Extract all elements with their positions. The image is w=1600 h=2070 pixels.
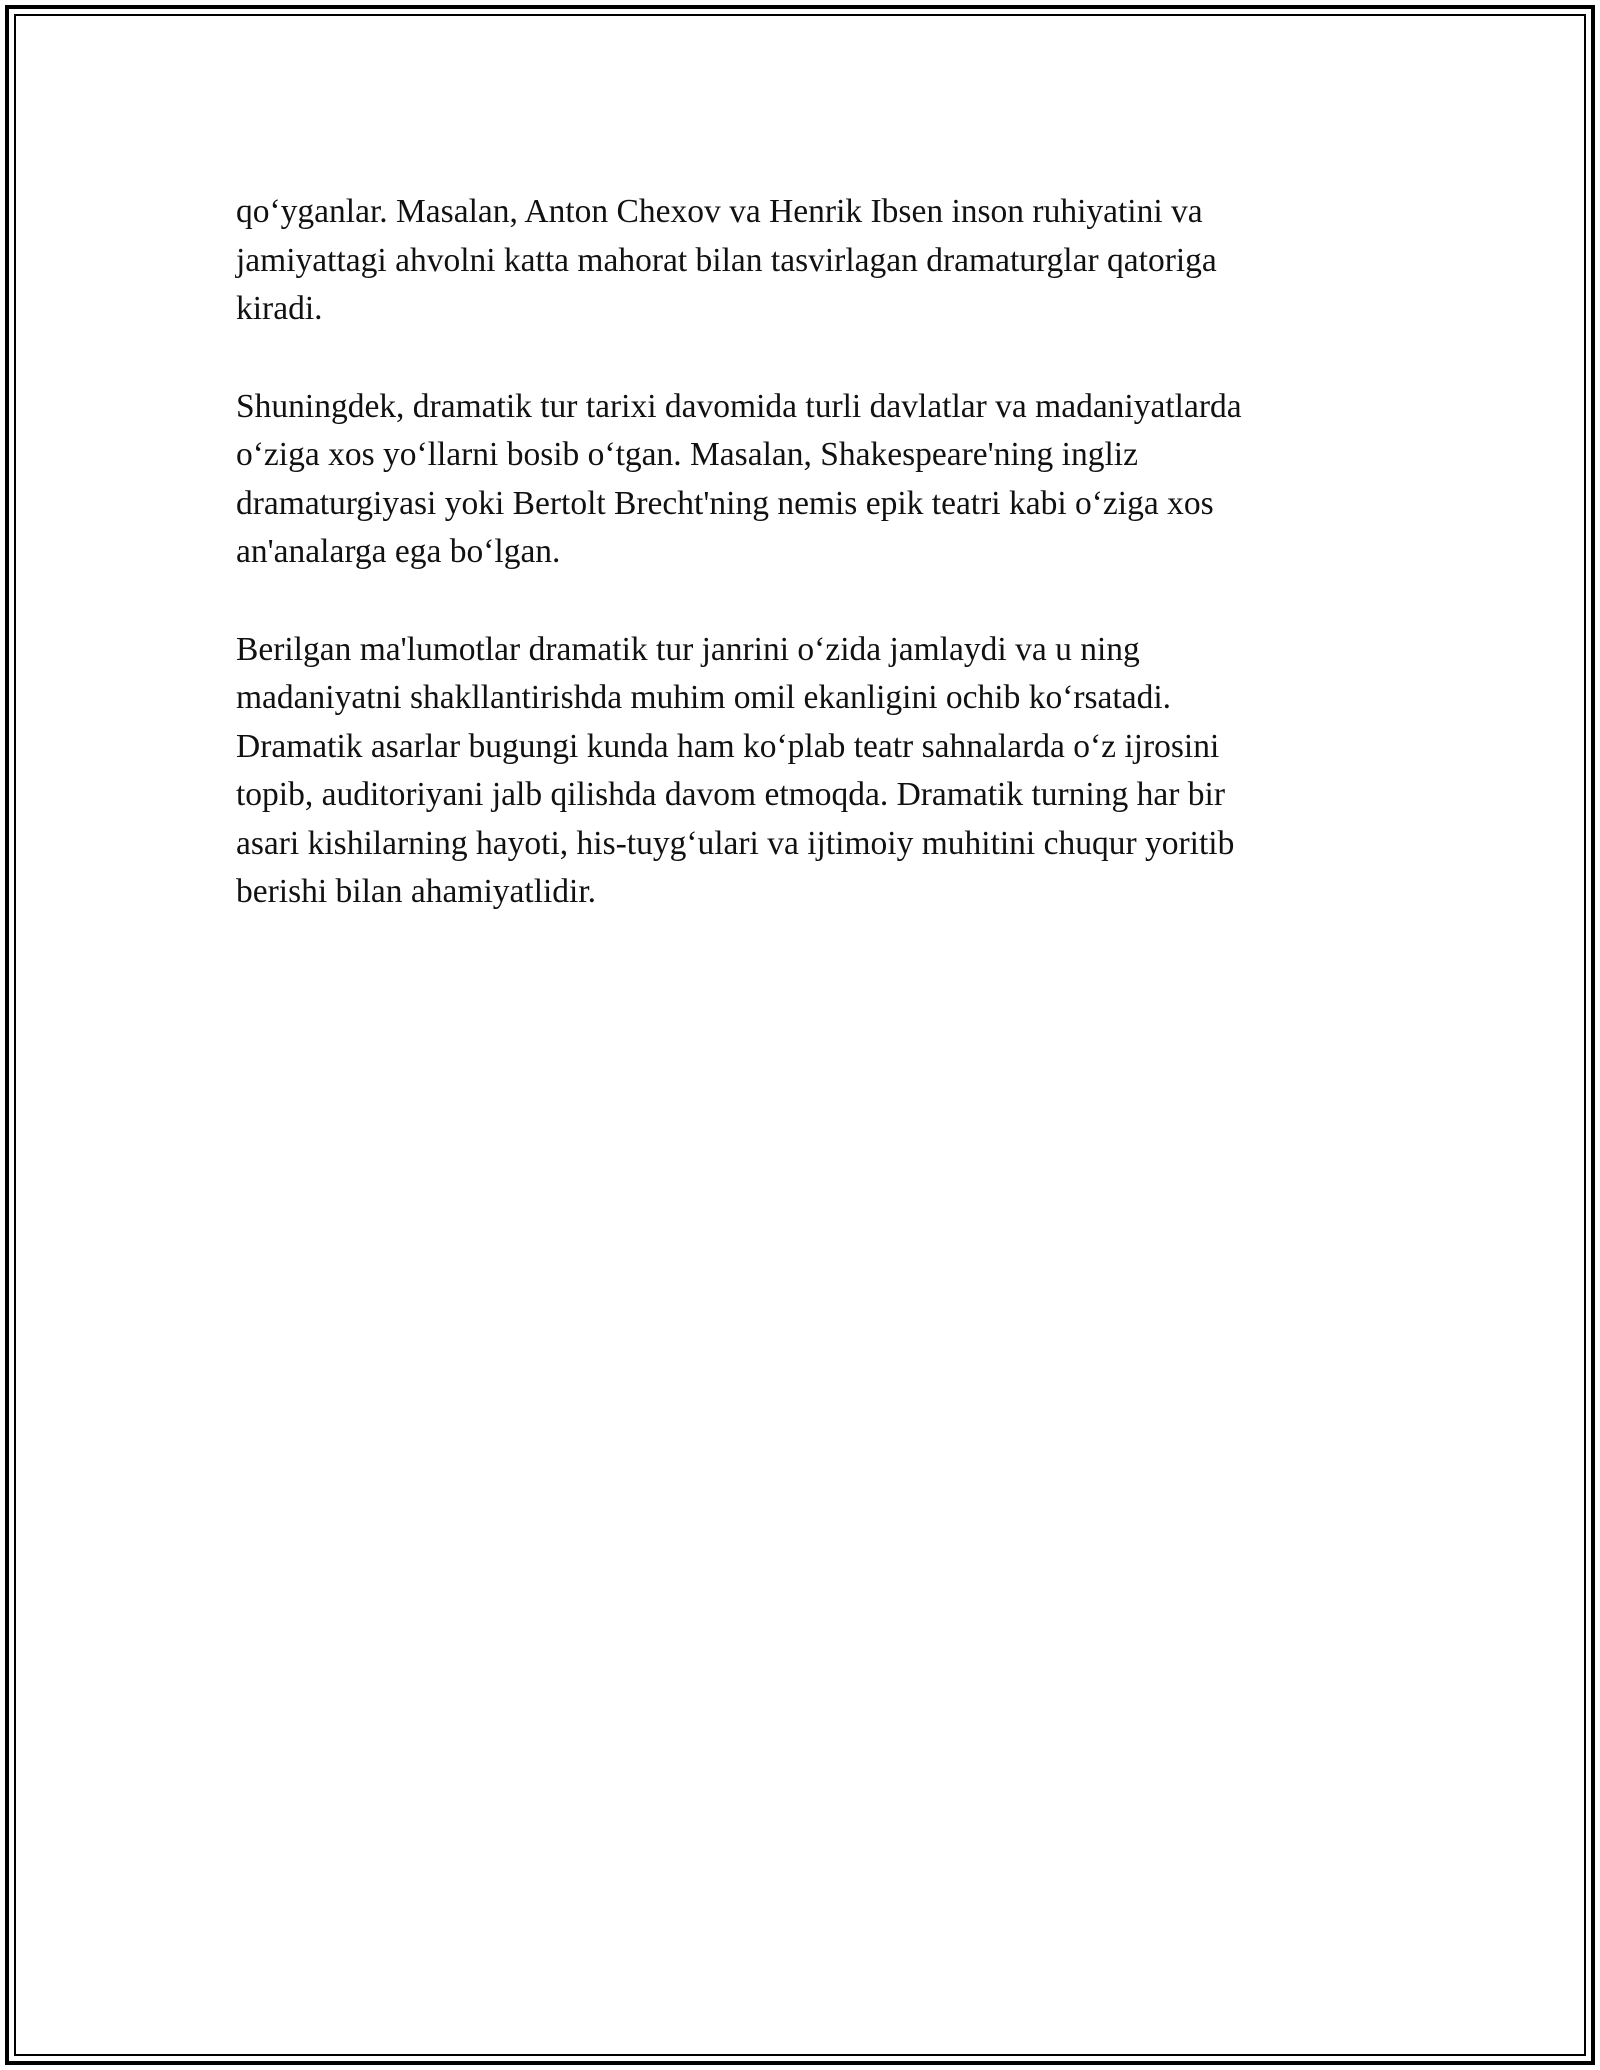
text-line: Shuningdek, dramatik tur tarixi davomida turli davlatlar va madaniyatlarda (236, 387, 1242, 425)
text-line: berishi bilan ahamiyatlidir. (236, 873, 597, 910)
document-body (236, 188, 1356, 966)
text-line: kiradi. (236, 290, 323, 327)
text-line: an'analarga ega bo‘lgan. (236, 533, 561, 570)
text-line: o‘ziga xos yo‘llarni bosib o‘tgan. Masalan, Shakespeare'ning ingliz (236, 436, 1138, 473)
text-line: qo‘yganlar. Masalan, Anton Chexov va Henrik Ibsen inson ruhiyatini va (236, 193, 1203, 230)
text-line: Berilgan ma'lumotlar dramatik tur janrini o‘zida jamlaydi va u ning (236, 630, 1140, 668)
text-line: jamiyattagi ahvolni katta mahorat bilan tasvirlagan dramaturglar qatoriga (236, 241, 1217, 279)
text-line: Dramatik asarlar bugungi kunda ham ko‘plab teatr sahnalarda o‘z ijrosini (236, 727, 1220, 765)
text-line: topib, auditoriyani jalb qilishda davom etmoqda. Dramatik turning har bir (236, 776, 1225, 813)
text-line: madaniyatni shakllantirishda muhim omil ekanligini ochib ko‘rsatadi. (236, 679, 1172, 716)
text-line: asari kishilarning hayoti, his-tuyg‘ulari va ijtimoiy muhitini chuqur yoritib (236, 824, 1235, 862)
text-line: dramaturgiyasi yoki Bertolt Brecht'ning nemis epik teatri kabi o‘ziga xos (236, 484, 1214, 522)
paragraph (236, 626, 1356, 917)
paragraph (236, 383, 1356, 577)
paragraph (236, 188, 1356, 334)
